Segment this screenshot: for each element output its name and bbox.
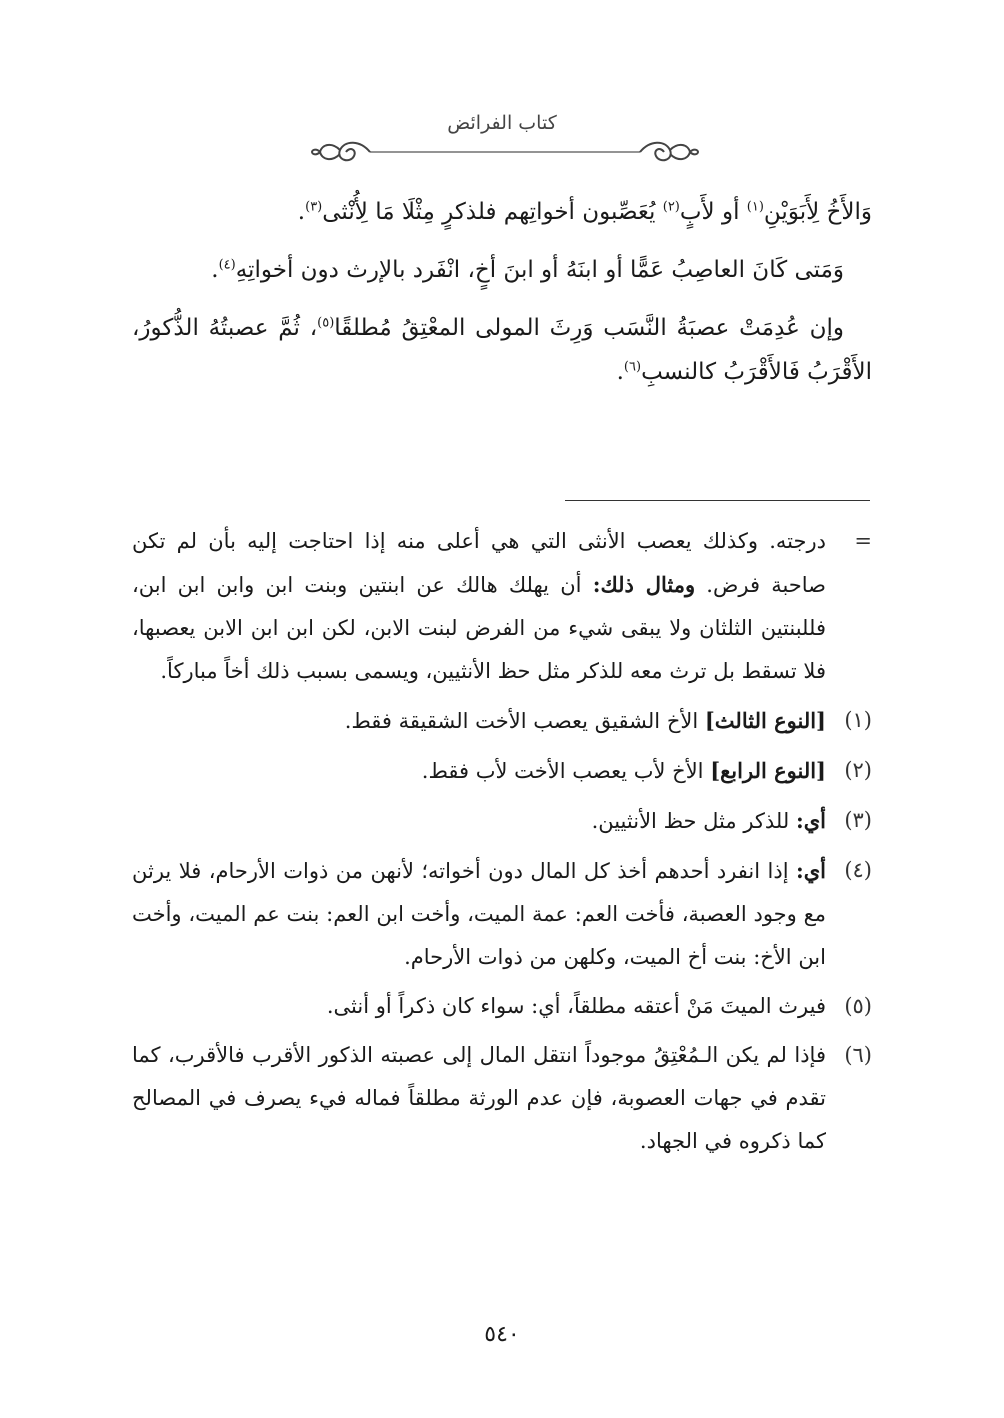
footnote-1	[132, 699, 872, 743]
footnote-number: (٢)	[844, 758, 872, 782]
footnote-6	[132, 1034, 872, 1163]
text: الأخ لأب يعصب الأخت لأب فقط.	[421, 759, 711, 783]
footnotes	[132, 520, 872, 1169]
footnote-ref-6[interactable]: (٦)	[623, 359, 642, 375]
footnote-number: (١)	[844, 708, 872, 732]
text: يُعَصِّبون أخواتِهم فلذكرٍ مِثْلَا مَا لِأُنْثى	[322, 199, 663, 225]
text: ، ثُمَّ عصبتُهُ الذُّكورُ، الأَقْرَبُ فَالأَقْرَبُ كالنسبِ	[132, 315, 872, 385]
running-header	[0, 112, 1004, 134]
footnote-5	[132, 985, 872, 1028]
paragraph-2	[132, 248, 872, 292]
footnote-number: (٥)	[844, 994, 872, 1018]
footnote-ref-5[interactable]: (٥)	[317, 315, 335, 331]
text: أن يهلك هالك عن ابنتين وبنت ابن وابن ابن ابن، فللبنتين الثلثان ولا يبقى شيء من الفرض لبنت الابن، لكن ابن ابن الابن يعصبها، فلا تسقط بل ترث معه للذكر مثل حظ الأنثيين، ويسمى بسبب ذلك أخاً مباركاً.	[132, 573, 826, 683]
footnote-ref-2[interactable]: (٢)	[662, 199, 680, 215]
footnote-number: (٣)	[844, 808, 872, 832]
footnote-ref-3[interactable]: (٣)	[305, 199, 323, 215]
footnote-ref-1[interactable]: (١)	[746, 199, 764, 215]
footnote-continuation	[132, 520, 872, 693]
footnote-number: (٦)	[844, 1043, 872, 1067]
text: إذا انفرد أحدهم أخذ كل المال دون أخواته؛ لأنهن من ذوات الأرحام، فلا يرثن مع وجود العصبة، فأخت العم: عمة الميت، وأخت ابن العم: بنت عم الميت، وأخت ابن الأخ: بنت أخ الميت، وكلهن من ذوات الأرحام.	[132, 859, 826, 969]
text: .	[616, 359, 624, 385]
footnote-separator	[565, 500, 870, 501]
footnote-4	[132, 849, 872, 979]
paragraph-3	[132, 306, 872, 394]
footnote-3	[132, 799, 872, 843]
bold-text: ومثال ذلك:	[592, 572, 696, 597]
text: للذكر مثل حظ الأنثيين.	[591, 809, 796, 833]
text: وَمَتى كَانَ العاصِبُ عَمًّا أو ابنَهُ أو ابنَ أخٍ، انْفَرد بالإرث دون أخواتِهِ	[235, 257, 844, 283]
page-number: ٥٤٠	[484, 1322, 520, 1347]
text: فإذا لم يكن الـمُعْتِقُ موجوداً انتقل المال إلى عصبته الذكور الأقرب فالأقرب، كما تقدم في جهات العصوبة، فإن عدم الورثة مطلقاً فماله فيء يصرف في المصالح كما ذكروه في الجهاد.	[132, 1043, 826, 1153]
text: أو لأَبٍ	[679, 199, 747, 225]
text: وَالأَخُ لِأَبَوَيْنِ	[763, 199, 872, 225]
bold-text: [النوع الرابع]	[710, 758, 826, 783]
text: فيرث الميتَ مَنْ أعتقه مطلقاً، أي: سواء كان ذكراً أو أنثى.	[326, 994, 826, 1018]
bold-text: [النوع الثالث]	[704, 708, 826, 733]
footnote-2	[132, 749, 872, 793]
text: .	[297, 199, 306, 225]
bold-text: أي:	[795, 858, 826, 883]
footnote-number: (٤)	[844, 858, 872, 882]
bold-text: أي:	[795, 808, 826, 833]
text: الأخ الشقيق يعصب الأخت الشقيقة فقط.	[344, 709, 705, 733]
header-title: كتاب الفرائض	[447, 112, 557, 134]
paragraph-1	[132, 190, 872, 234]
text: درجته. وكذلك يعصب الأنثى التي هي أعلى منه إذا احتاجت إليه بأن لم تكن صاحبة فرض.	[132, 529, 826, 597]
text: .	[211, 257, 219, 283]
text: وإن عُدِمَتْ عصبَةُ النَّسَب وَرِثَ المولى المعْتِقُ مُطلقًا	[334, 315, 845, 341]
header-ornament	[310, 132, 700, 172]
continuation-marker: =	[854, 529, 872, 553]
main-text	[132, 190, 872, 408]
footnote-ref-4[interactable]: (٤)	[218, 257, 236, 273]
